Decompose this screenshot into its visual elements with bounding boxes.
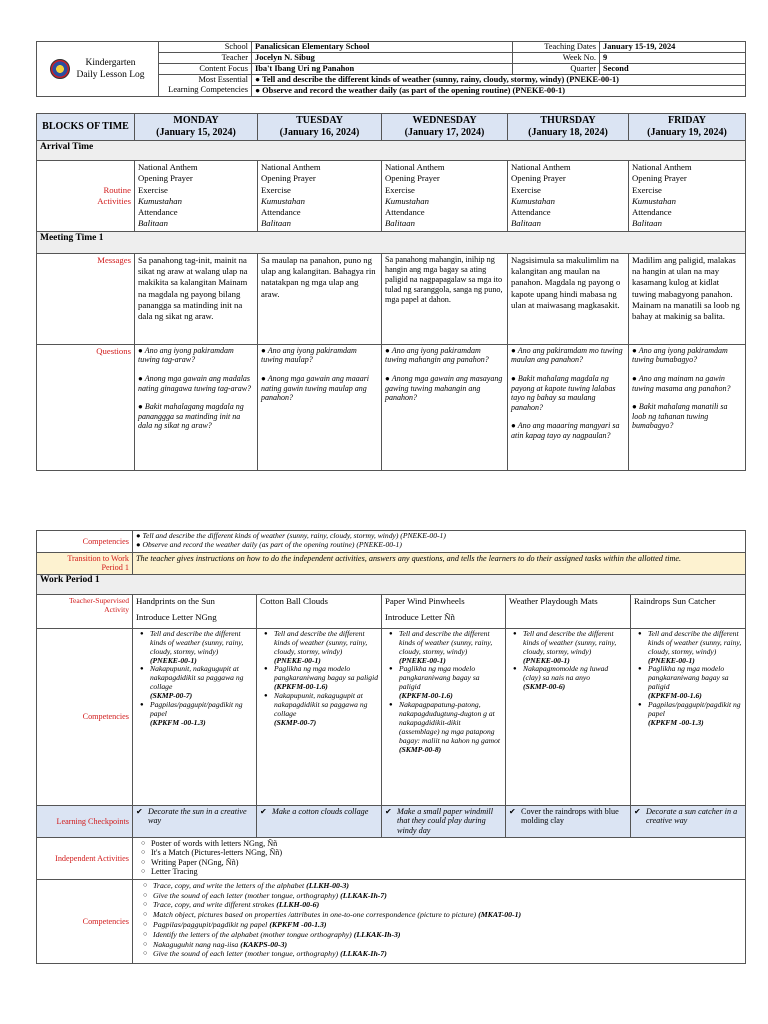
- questions-label: Questions: [37, 344, 135, 470]
- quarter-value: Second: [600, 64, 746, 75]
- activity-cell: Raindrops Sun Catcher: [631, 594, 746, 628]
- checkpoint-cell: ✔ Decorate a sun catcher in a creative way: [631, 805, 746, 837]
- checkpoints-label: Learning Checkpoints: [37, 805, 133, 837]
- message-cell: Sa panahong tag-init, mainit na sikat ng araw at walang ulap na makikita sa kalangitan Mainam na magdala ng payong bilang panangga sa matinding init na dala ng sikat ng araw.: [135, 253, 258, 344]
- questions-cell: ● Ano ang iyong pakiramdam tuwing maulap? ● Anong mga gawain ang maaari nating gawin tuwing maulap ang panahon?: [258, 344, 382, 470]
- day-competencies-cell: ● Tell and describe the different kinds of weather (sunny, rainy, cloudy, stormy, windy) (PNEKE-00-1) ● Paglikha ng mga modelo pangkaraniwang bagay sa paligid (KPKFM-00-1.6) ● Pagpilas/paggupit/pagdikit ng papel (KPKFM -00-1.3): [631, 628, 746, 805]
- header-title-cell: [37, 42, 159, 97]
- day-competencies-label: Competencies: [37, 628, 133, 805]
- activity-cell: Weather Playdough Mats: [506, 594, 631, 628]
- day-competencies-cell: ● Tell and describe the different kinds of weather (sunny, rainy, cloudy, stormy, windy) (PNEKE-00-1) ● Paglikha ng mga modelo pangkaraniwang bagay sa paligid (KPKFM-00-1.6) ● Nakapagpapatung-patong, nakapagdudugtung-dugton g at nakapagdidikit-dikit (assemblage) ng mga patapong bagay: maliit na kahon ng gamot (SKMP-00-8): [382, 628, 506, 805]
- questions-cell: ● Ano ang iyong pakiramdam tuwing bumabagyo? ● Ano ang mainam na gawin tuwing masama ang panahon? ● Bakit mahalang manatili sa loob ng tahanan tuwing bumabagyo?: [629, 344, 746, 470]
- week-value: 9: [600, 53, 746, 64]
- day-competencies-cell: ● Tell and describe the different kinds of weather (sunny, rainy, cloudy, stormy, windy) (PNEKE-00-1) ● Nakapagmomolde ng luwad (clay) sa nais na anyo (SKMP-00-6): [506, 628, 631, 805]
- schedule-table: [36, 113, 746, 471]
- day-competencies-cell: ● Tell and describe the different kinds of weather (sunny, rainy, cloudy, stormy, windy) (PNEKE-00-1) ● Paglikha ng mga modelo pangkaraniwang bagay sa paligid (KPKFM-00-1.6) ● Nakapupunit, nakagugupit at nakapagdidikit sa paggawa ng collage (SKMP-00-7): [257, 628, 382, 805]
- dates-value: January 15-19, 2024: [600, 42, 746, 53]
- focus-value: Iba't Ibang Uri ng Panahon: [252, 64, 513, 75]
- blocks-of-time-header: BLOCKS OF TIME: [37, 114, 135, 141]
- independent-label: Independent Activities: [37, 837, 133, 879]
- teacher-label: Teacher: [159, 53, 252, 64]
- transition-label: Transition to Work Period 1: [37, 553, 133, 575]
- work-period-table: [36, 530, 746, 964]
- section-meeting-time: Meeting Time 1: [37, 231, 746, 253]
- questions-cell: ● Ano ang iyong pakiramdam tuwing mahangin ang panahon? ● Anong mga gawain ang masayang gawing tuwing mahangin ang panahon?: [382, 344, 508, 470]
- competencies-cell: ● Tell and describe the different kinds of weather (sunny, rainy, cloudy, stormy, windy) (PNEKE-00-1) ● Observe and record the weather daily (as part of the opening routine) (PNEKE-00-1): [133, 531, 746, 553]
- activity-cell: Paper Wind Pinwheels Introduce Letter Ññ: [382, 594, 506, 628]
- quarter-label: Quarter: [513, 64, 600, 75]
- checkpoint-cell: ✔ Cover the raindrops with blue molding clay: [506, 805, 631, 837]
- week-label: Week No.: [513, 53, 600, 64]
- questions-cell: ● Ano ang iyong pakiramdam tuwing tag-araw? ● Anong mga gawain ang madalas nating ginagawa tuwing tag-araw? ● Bakit mahalagang magdala ng pananggga sa matinding init na dala ng sikat ng araw?: [135, 344, 258, 470]
- checkpoint-cell: ✔ Make a small paper windmill that they could play during windy day: [382, 805, 506, 837]
- independent-list: ○ Poster of words with letters NGng, Ññ ○ It's a Match (Pictures-letters NGng, Ññ) ○ Writing Paper (NGng, Ññ) ○ Letter Tracing: [133, 837, 746, 879]
- routine-cell: National Anthem Opening Prayer Exercise Kumustahan Attendance Balitaan: [135, 161, 258, 232]
- message-cell: Sa panahong mahangin, inihip ng hangin ang mga bagay sa ating paligid na nagpapagalaw sa mga ito tulad ng saranggola, sanga ng puno, mga papel at dahon.: [382, 253, 508, 344]
- checkpoint-cell: ✔ Decorate the sun in a creative way: [133, 805, 257, 837]
- tsa-label: Teacher-Supervised Activity: [37, 594, 133, 628]
- routine-cell: National Anthem Opening Prayer Exercise Kumustahan Attendance Balitaan: [382, 161, 508, 232]
- lesson-log-header: [36, 41, 746, 97]
- competencies-label: Competencies: [37, 531, 133, 553]
- section-arrival-time: Arrival Time: [37, 141, 746, 161]
- school-value: Panalicsican Elementary School: [252, 42, 513, 53]
- questions-cell: ● Ano ang pakiramdam mo tuwing maulan ang panahon? ● Bakit mahalang magdala ng payong at kapote tuwing lalabas tayo ng bahay sa maulang panahon? ● Ano ang maaaring mangyari sa atin kapag tayo ay nagpaulan?: [508, 344, 629, 470]
- day-header-friday: FRIDAY (January 19, 2024): [629, 114, 746, 141]
- transition-text: The teacher gives instructions on how to do the independent activities, answers any questions, and tells the learners to do their assigned tasks within the allotted time.: [133, 553, 746, 575]
- message-cell: Sa maulap na panahon, puno ng ulap ang kalangitan. Bahagya rin natatakpan ng mga ulap ang araw.: [258, 253, 382, 344]
- school-label: School: [159, 42, 252, 53]
- activity-cell: Cotton Ball Clouds: [257, 594, 382, 628]
- day-header-monday: MONDAY (January 15, 2024): [135, 114, 258, 141]
- day-header-wednesday: WEDNESDAY (January 17, 2024): [382, 114, 508, 141]
- day-header-thursday: THURSDAY (January 18, 2024): [508, 114, 629, 141]
- log-title: Kindergarten Daily Lesson Log: [76, 58, 145, 80]
- checkpoint-cell: ✔ Make a cotton clouds collage: [257, 805, 382, 837]
- mel-label: Most Essential Learning Competencies: [159, 75, 252, 97]
- routine-cell: National Anthem Opening Prayer Exercise Kumustahan Attendance Balitaan: [258, 161, 382, 232]
- mel-item: ● Tell and describe the different kinds of weather (sunny, rainy, cloudy, stormy, windy) (PNEKE-00-1): [252, 75, 746, 86]
- mel-item: ● Observe and record the weather daily (as part of the opening routine) (PNEKE-00-1): [252, 86, 746, 97]
- message-cell: Madilim ang paligid, malakas na hangin at ulan na may kasamang kulog at kidlat tuwing mabagyong panahon. Mainam na manatili sa loob ng bahay at makinig sa balita.: [629, 253, 746, 344]
- deped-seal-icon: [50, 59, 70, 79]
- focus-label: Content Focus: [159, 64, 252, 75]
- routine-cell: National Anthem Opening Prayer Exercise Kumustahan Attendance Balitaan: [508, 161, 629, 232]
- section-work-period: Work Period 1: [37, 574, 746, 594]
- competencies-list: ○ Trace, copy, and write the letters of the alphabet (LLKH-00-3) ○ Give the sound of each letter (mother tongue, orthography) (LLKAK-Ih-7) ○ Trace, copy, and write different strokes (LLKH-00-6) ○ Match object, pictures based on properties /attributes in one-to-one correspondence (picture to picture) (MKAT-00-1) ○ Pagpilas/paggupit/pagdikit ng papel (KPKFM -00-1.3) ○ Identify the letters of the alphabet (mother tongue orthography) (LLKAK-Ih-3) ○ Nakaguguhit nang nag-iisa (KAKPS-00-3) ○ Give the sound of each letter (mother tongue, orthography) (LLKAK-Ih-7): [133, 879, 746, 963]
- routine-cell: National Anthem Opening Prayer Exercise Kumustahan Attendance Balitaan: [629, 161, 746, 232]
- activity-cell: Handprints on the Sun Introduce Letter NGng: [133, 594, 257, 628]
- day-header-tuesday: TUESDAY (January 16, 2024): [258, 114, 382, 141]
- routine-label: Routine Activities: [37, 161, 135, 232]
- day-competencies-cell: ● Tell and describe the different kinds of weather (sunny, rainy, cloudy, stormy, windy) (PNEKE-00-1) ● Nakapupunit, nakagugupit at nakapagdidikit sa paggawa ng collage (SKMP-00-7) ● Pagpilas/paggupit/pagdikit ng papel (KPKFM -00-1.3): [133, 628, 257, 805]
- messages-label: Messages: [37, 253, 135, 344]
- message-cell: Nagsisimula sa makulimlim na kalangitan ang maulan na panahon. Magdala ng payong o kapote upang hindi mabasa ng ulan at maiwasang magkasakit.: [508, 253, 629, 344]
- teacher-value: Jocelyn N. Sibug: [252, 53, 513, 64]
- competencies-list-label: Competencies: [37, 879, 133, 963]
- dates-label: Teaching Dates: [513, 42, 600, 53]
